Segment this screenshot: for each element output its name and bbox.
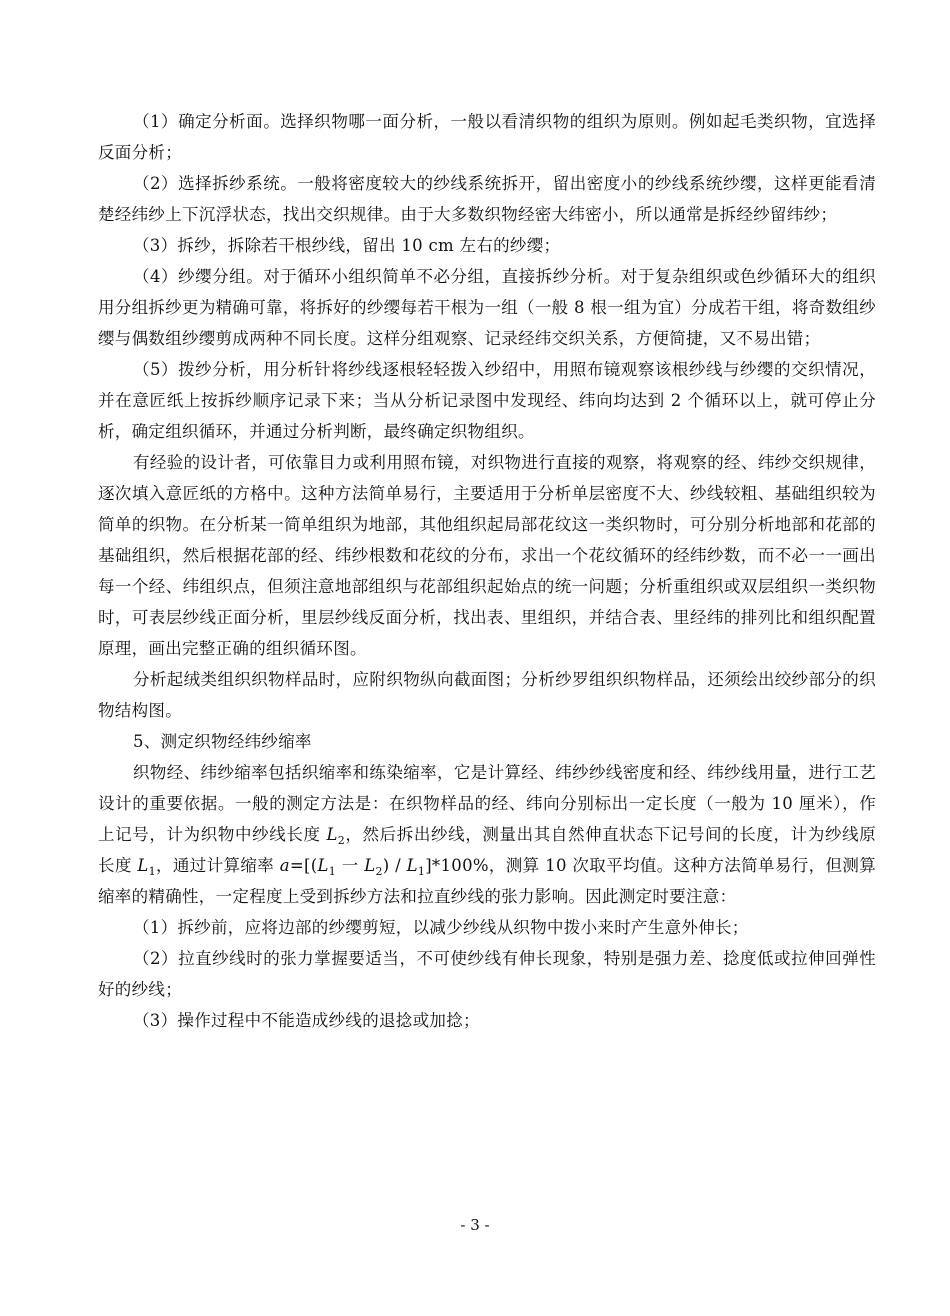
subscript: 1 bbox=[328, 865, 337, 878]
subscript: 1 bbox=[148, 865, 156, 878]
subscript: 1 bbox=[417, 865, 426, 878]
paragraph-shrinkage-method bbox=[98, 757, 876, 912]
section-heading-shrinkage: 5、测定织物经纬纱缩率 bbox=[133, 732, 312, 751]
note-trim-fringe: （1）拆纱前，应将边部的纱缨剪短，以减少纱线从织物中拨小来时产生意外伸长； bbox=[133, 918, 749, 937]
page-body bbox=[98, 106, 876, 1036]
var-L: L bbox=[326, 825, 338, 844]
paragraph-yarn-system: （2）选择拆纱系统。一般将密度较大的纱线系统拆开，留出密度小的纱线系统纱缨，这样更能看清楚经纬纱上下沉浮状态，找出交织规律。由于大多数织物经密大纬密小，所以通常是拆经纱留纬纱； bbox=[98, 174, 876, 224]
text-run: 织物经、纬纱缩率包括织缩率和练染缩率，它是计算经、纬纱纱线密度和经、纬纱线用量，进行工艺设计的重要依据。一般的测定方法是：在织物样品的经、纬向分别标出一定长度（一般为 10 厘米），作上记号，计为织物中纱线长度 bbox=[98, 763, 876, 844]
subscript: 2 bbox=[375, 865, 383, 878]
var-L: L bbox=[406, 856, 418, 875]
paragraph-pile-leno: 分析起绒类组织织物样品时，应附织物纵向截面图；分析纱罗组织织物样品，还须绘出绞纱部分的织物结构图。 bbox=[98, 670, 876, 720]
var-L: L bbox=[364, 856, 376, 875]
text-run: ，然后拆出纱线，测量出其自然伸直状态下记号间的长度，计为纱线原长度 bbox=[98, 825, 876, 875]
subscript: 2 bbox=[337, 834, 346, 847]
var-L: L bbox=[317, 856, 329, 875]
page-number: - 3 - bbox=[460, 1216, 490, 1234]
text-run: 一 bbox=[336, 856, 365, 875]
text-run: =[( bbox=[289, 856, 318, 875]
paragraph-direct-observation: 有经验的设计者，可依靠目力或利用照布镜，对织物进行直接的观察，将观察的经、纬纱交织规律，逐次填入意匠纸的方格中。这种方法简单易行，主要适用于分析单层密度不大、纱线较粗、基础组织较为简单的织物。在分析某一简单组织为地部，其他组织起局部花纹这一类织物时，可分别分析地部和花部的基础组织，然后根据花部的经、纬纱根数和花纹的分布，求出一个花纹循环的经纬纱数，而不必一一画出每一个经、纬组织点，但须注意地部组织与花部组织起始点的统一问题；分析重组织或双层组织一类织物时，可表层纱线正面分析，里层纱线反面分析，找出表、里组织，并结合表、里经纬的排列比和组织配置原理，画出完整正确的组织循环图。 bbox=[98, 453, 876, 658]
paragraph-remove-yarn: （3）拆纱，拆除若干根纱线，留出 10 cm 左右的纱缨； bbox=[133, 236, 561, 255]
var-a: a bbox=[279, 856, 290, 875]
text-run: ]*100%，测算 10 次取平均值。这种方法简单易行，但测算缩率的精确性，一定程度上受到拆纱方法和拉直纱线的张力影响。因此测定时要注意： bbox=[98, 856, 876, 906]
text-run: ) / bbox=[382, 856, 407, 875]
note-tension: （2）拉直纱线时的张力掌握要适当，不可使纱线有伸长现象，特别是强力差、捻度低或拉伸回弹性好的纱线； bbox=[98, 949, 876, 999]
paragraph-fringe-grouping: （4）纱缨分组。对于循环小组织简单不必分组，直接拆纱分析。对于复杂组织或色纱循环大的组织用分组拆纱更为精确可靠，将拆好的纱缨每若干根为一组（一般 8 根一组为宜）分成若干组，将奇数组纱缨与偶数组纱缨剪成两种不同长度。这样分组观察、记录经纬交织关系，方便简捷，又不易出错； bbox=[98, 267, 876, 348]
var-L: L bbox=[137, 856, 149, 875]
note-twist: （3）操作过程中不能造成纱线的退捻或加捻； bbox=[133, 1011, 480, 1030]
paragraph-analysis-side: （1）确定分析面。选择织物哪一面分析，一般以看清织物的组织为原则。例如起毛类织物，宜选择反面分析； bbox=[98, 112, 876, 162]
paragraph-pick-analysis: （5）拨纱分析，用分析针将纱线逐根轻轻拨入纱绍中，用照布镜观察该根纱线与纱缨的交织情况，并在意匠纸上按拆纱顺序记录下来；当从分析记录图中发现经、纬向均达到 2 个循环以上，就可停止分析，确定组织循环，并通过分析判断，最终确定织物组织。 bbox=[98, 360, 876, 441]
text-run: ，通过计算缩率 bbox=[155, 856, 280, 875]
